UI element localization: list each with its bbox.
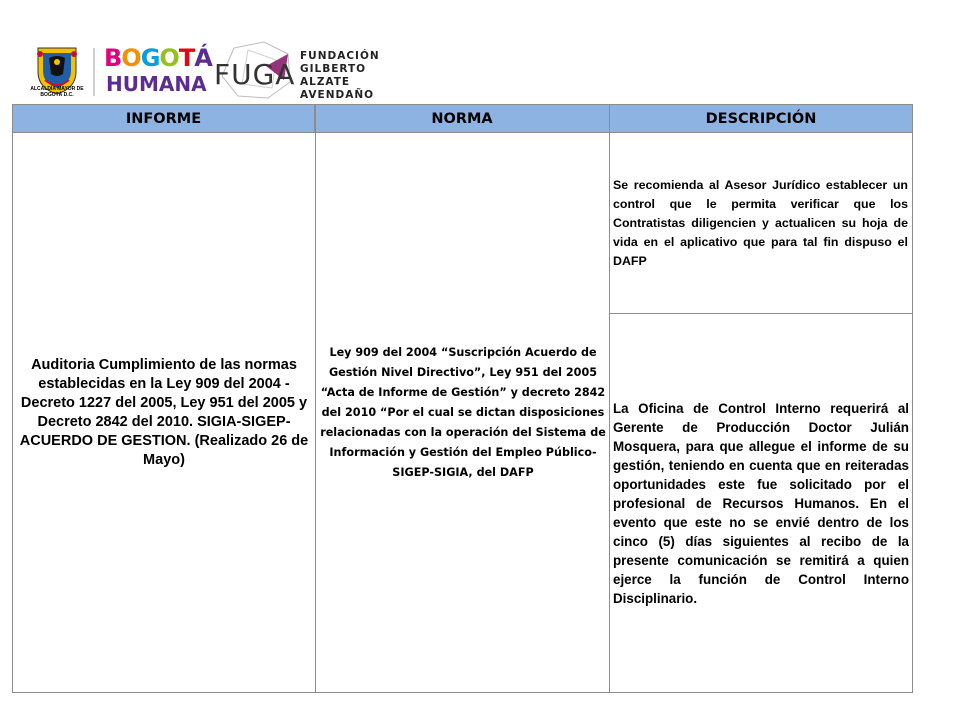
bogota-letter: O — [121, 44, 141, 72]
fuga-logo — [212, 40, 308, 102]
logo-divider — [93, 48, 95, 96]
fundacion-line: ALZATE — [300, 76, 351, 88]
humana-logo-text — [106, 74, 207, 94]
column-header-descripcion: DESCRIPCIÓN — [610, 105, 912, 132]
cell-norma: Ley 909 del 2004 “Suscripción Acuerdo de Gestión Nivel Directivo”, Ley 951 del 2005 “Acta de Informe de Gestión” y decreto 2842 del 2010 “Por el cual se dictan disposiciones relacionadas con la operación del Sistema de Información y Gestión del Empleo Público-SIGEP-SIGIA, del DAFP — [320, 345, 606, 479]
bogota-logo-text — [104, 46, 212, 70]
fundacion-line: FUNDACIÓN — [300, 50, 380, 62]
bogota-letter: O — [159, 44, 179, 72]
humana-text: HUMANA — [106, 72, 207, 96]
column-header-norma: NORMA — [315, 105, 610, 132]
column-header-informe: INFORME — [13, 105, 315, 132]
fuga-wordmark: FUGA — [214, 58, 296, 91]
header-logos — [0, 0, 960, 104]
cell-descripcion-1 — [610, 133, 912, 313]
cell-descripcion-2 — [610, 314, 912, 692]
descripcion-text-2: La Oficina de Control Interno requerirá al Gerente de Producción Doctor Julián Mosquera, para que allegue el informe de su gestión, teniendo en cuenta que en reiteradas oportunidades este fue solicitado por el profesional de Recursos Humanos. En el evento que este no se envié dentro de los cinco (5) días siguientes al recibo de la presente comunicación se remitirá a quien ejerce la función de Control Interno Disciplinario. — [613, 400, 909, 606]
fundacion-line: AVENDAÑO — [300, 89, 375, 101]
bogota-letter: T — [178, 44, 195, 72]
descripcion-text-1: Se recomienda al Asesor Jurídico establecer un control que le permita verificar que los Contratistas diligencien y actualicen su hoja de vida en el aplicativo que para tal fin dispuso el DAFP — [613, 177, 908, 268]
report-table — [12, 104, 913, 693]
bogota-letter: Á — [194, 44, 212, 72]
crest-caption: ALCALDÍA MAYOR DE BOGOTÁ D.C. — [30, 86, 84, 98]
cell-informe: Auditoria Cumplimiento de las normas establecidas en la Ley 909 del 2004 - Decreto 1227 del 2005, Ley 951 del 2005 y Decreto 2842 del 2010. SIGIA-SIGEP- ACUERDO DE GESTION. (Realizado 26 de Mayo) — [19, 356, 309, 468]
fundacion-line: GILBERTO — [300, 63, 367, 75]
bogota-letter: B — [104, 44, 122, 72]
fundacion-text — [300, 50, 380, 102]
bogota-letter: G — [140, 44, 160, 72]
